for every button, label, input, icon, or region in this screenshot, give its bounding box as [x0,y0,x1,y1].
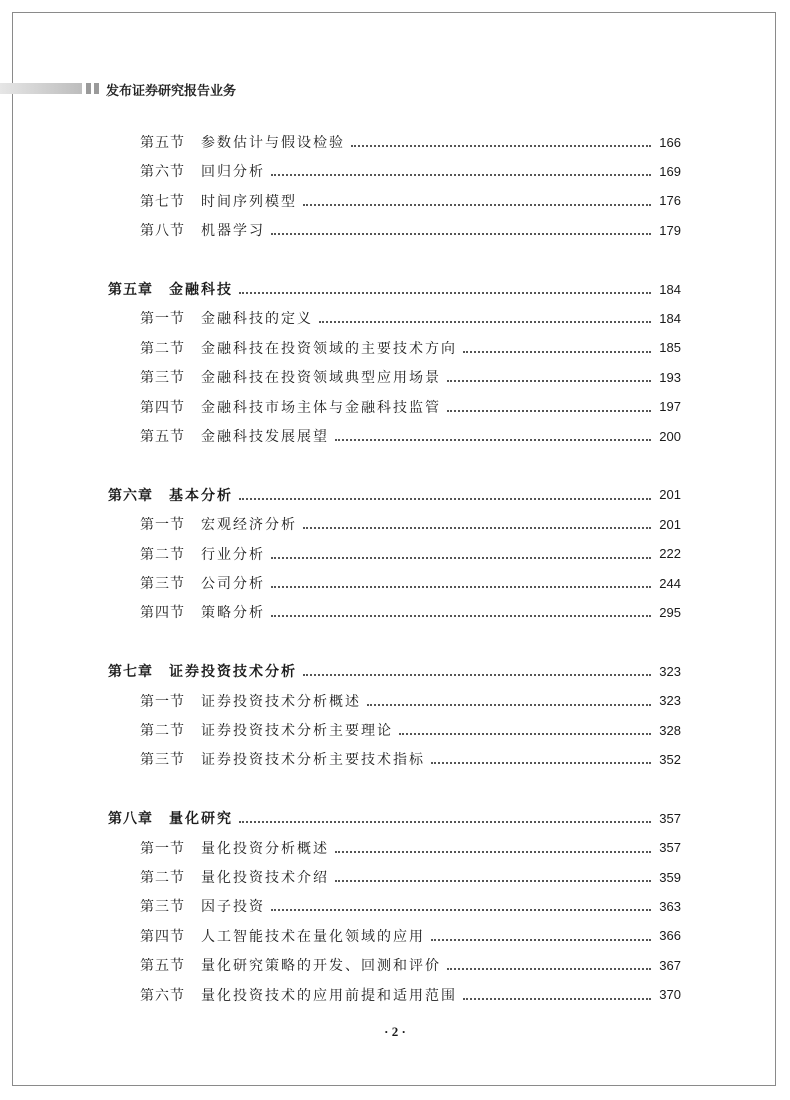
toc-section-entry[interactable] [108,689,681,713]
toc-entry-title: 量化研究策略的开发、回测和评价 [201,958,441,975]
toc-leader-dots [239,819,651,823]
toc-leader-dots [271,555,651,559]
toc-chapter-entry[interactable] [108,806,681,830]
toc-entry-page-number: 357 [659,840,681,856]
toc-section-entry[interactable] [108,924,681,948]
toc-entry-number: 第三节 [140,370,185,387]
header-decor-block [86,83,91,94]
toc-section-entry[interactable] [108,512,681,536]
toc-section-entry[interactable] [108,894,681,918]
toc-entry-page-number: 352 [659,751,681,767]
toc-section-entry[interactable] [108,718,681,742]
toc-entry-number: 第五节 [140,958,185,975]
toc-entry-title: 量化投资技术的应用前提和适用范围 [201,987,457,1004]
toc-leader-dots [319,319,651,323]
toc-leader-dots [303,672,651,676]
toc-entry-number: 第二节 [140,870,185,886]
toc-entry-page-number: 328 [659,722,681,738]
toc-entry-title: 公司分析 [201,576,265,592]
toc-section-entry[interactable] [108,189,681,213]
toc-entry-page-number: 323 [659,663,681,679]
toc-leader-dots [303,525,651,529]
toc-entry-title: 时间序列模型 [201,193,297,210]
toc-entry-title: 金融科技 [169,282,233,298]
toc-leader-dots [303,202,651,206]
toc-section-entry[interactable] [108,571,681,595]
toc-entry-title: 因子投资 [201,899,265,916]
toc-section-entry[interactable] [108,130,681,154]
toc-entry-title: 证券投资技术分析主要技术指标 [201,752,425,769]
toc-section-entry[interactable] [108,542,681,566]
toc-leader-dots [447,378,651,382]
toc-leader-dots [271,584,651,588]
toc-entry-title: 金融科技的定义 [201,311,313,328]
header-title: 发布证券研究报告业务 [106,84,237,99]
toc-entry-number: 第二节 [140,546,185,563]
toc-entry-number: 第一节 [140,517,185,534]
toc-section-entry[interactable] [108,600,681,624]
header-decor-bar [0,83,82,94]
toc-entry-page-number: 370 [659,987,681,1003]
toc-section-entry[interactable] [108,424,681,448]
toc-entry-number: 第六章 [108,487,153,504]
toc-leader-dots [463,996,651,1000]
toc-entry-title: 证券投资技术分析 [169,664,297,681]
toc-entry-number: 第五节 [140,135,185,151]
toc-entry-title: 机器学习 [201,223,265,240]
toc-leader-dots [367,702,651,706]
toc-entry-number: 第七章 [108,664,153,681]
toc-chapter-entry[interactable] [108,483,681,507]
toc-entry-number: 第四节 [140,928,185,945]
toc-entry-number: 第六节 [140,987,185,1004]
toc-entry-number: 第一节 [140,693,185,710]
toc-entry-title: 金融科技发展展望 [201,429,329,445]
toc-entry-page-number: 166 [659,134,681,150]
toc-entry-title: 人工智能技术在量化领域的应用 [201,928,425,945]
toc-entry-number: 第七节 [140,193,185,210]
toc-entry-page-number: 184 [659,310,681,326]
toc-entry-page-number: 222 [659,546,681,562]
toc-entry-page-number: 363 [659,898,681,914]
toc-section-entry[interactable] [108,865,681,889]
toc-entry-title: 策略分析 [201,605,265,622]
toc-entry-title: 证券投资技术分析主要理论 [201,723,393,739]
toc-entry-page-number: 197 [659,399,681,415]
toc-entry-page-number: 169 [659,163,681,179]
toc-entry-page-number: 201 [659,516,681,532]
toc-entry-title: 量化投资技术介绍 [201,870,329,886]
toc-entry-page-number: 357 [659,810,681,826]
toc-entry-number: 第五节 [140,429,185,445]
running-header [0,80,300,99]
toc-section-entry[interactable] [108,306,681,330]
toc-section-entry[interactable] [108,365,681,389]
toc-entry-number: 第四节 [140,399,185,416]
toc-leader-dots [335,437,651,441]
toc-entry-number: 第六节 [140,164,185,181]
toc-entry-title: 参数估计与假设检验 [201,135,345,151]
toc-entry-number: 第八章 [108,811,153,828]
toc-leader-dots [431,760,651,764]
toc-entry-title: 证券投资技术分析概述 [201,693,361,710]
toc-entry-page-number: 201 [659,487,681,503]
toc-section-entry[interactable] [108,953,681,977]
toc-entry-number: 第一节 [140,311,185,328]
toc-entry-title: 金融科技在投资领域典型应用场景 [201,370,441,387]
toc-section-entry[interactable] [108,836,681,860]
toc-entry-number: 第一节 [140,840,185,857]
toc-leader-dots [399,731,651,735]
toc-entry-title: 基本分析 [169,487,233,504]
toc-entry-number: 第二节 [140,723,185,739]
toc-entry-page-number: 193 [659,369,681,385]
toc-entry-number: 第三节 [140,576,185,592]
toc-leader-dots [431,937,651,941]
toc-entry-page-number: 176 [659,193,681,209]
toc-leader-dots [239,496,651,500]
toc-entry-number: 第三节 [140,752,185,769]
toc-entry-title: 量化投资分析概述 [201,840,329,857]
toc-entry-number: 第五章 [108,282,153,298]
toc-chapter-entry[interactable] [108,277,681,301]
toc-entry-page-number: 295 [659,604,681,620]
toc-leader-dots [351,143,651,147]
toc-entry-page-number: 200 [659,428,681,444]
toc-leader-dots [271,172,651,176]
toc-leader-dots [239,290,651,294]
toc-chapter-entry[interactable] [108,659,681,683]
toc-entry-page-number: 184 [659,281,681,297]
toc-entry-number: 第四节 [140,605,185,622]
toc-entry-page-number: 366 [659,928,681,944]
toc-entry-number: 第二节 [140,340,185,357]
toc-leader-dots [335,849,651,853]
toc-section-entry[interactable] [108,747,681,771]
toc-entry-title: 金融科技市场主体与金融科技监管 [201,399,441,416]
toc-leader-dots [463,349,651,353]
toc-entry-page-number: 185 [659,340,681,356]
toc-entry-page-number: 323 [659,693,681,709]
toc-entry-title: 宏观经济分析 [201,517,297,534]
toc-entry-page-number: 359 [659,869,681,885]
toc-leader-dots [335,878,651,882]
page-number: · 2 · [384,1024,406,1039]
toc-section-entry[interactable] [108,983,681,1007]
toc-entry-page-number: 367 [659,957,681,973]
toc-entry-title: 回归分析 [201,164,265,181]
toc-section-entry[interactable] [108,159,681,183]
toc-leader-dots [447,408,651,412]
toc-entry-title: 金融科技在投资领域的主要技术方向 [201,340,457,357]
toc-leader-dots [271,907,651,911]
toc-entry-page-number: 179 [659,222,681,238]
toc-entry-title: 行业分析 [201,546,265,563]
toc-entry-number: 第三节 [140,899,185,916]
toc-leader-dots [447,966,651,970]
toc-entry-page-number: 244 [659,575,681,591]
toc-entry-title: 量化研究 [169,811,233,828]
toc-section-entry[interactable] [108,395,681,419]
toc-leader-dots [271,231,651,235]
header-decor-block [94,83,99,94]
toc-entry-number: 第八节 [140,223,185,240]
toc-section-entry[interactable] [108,336,681,360]
toc-section-entry[interactable] [108,218,681,242]
toc-leader-dots [271,613,651,617]
